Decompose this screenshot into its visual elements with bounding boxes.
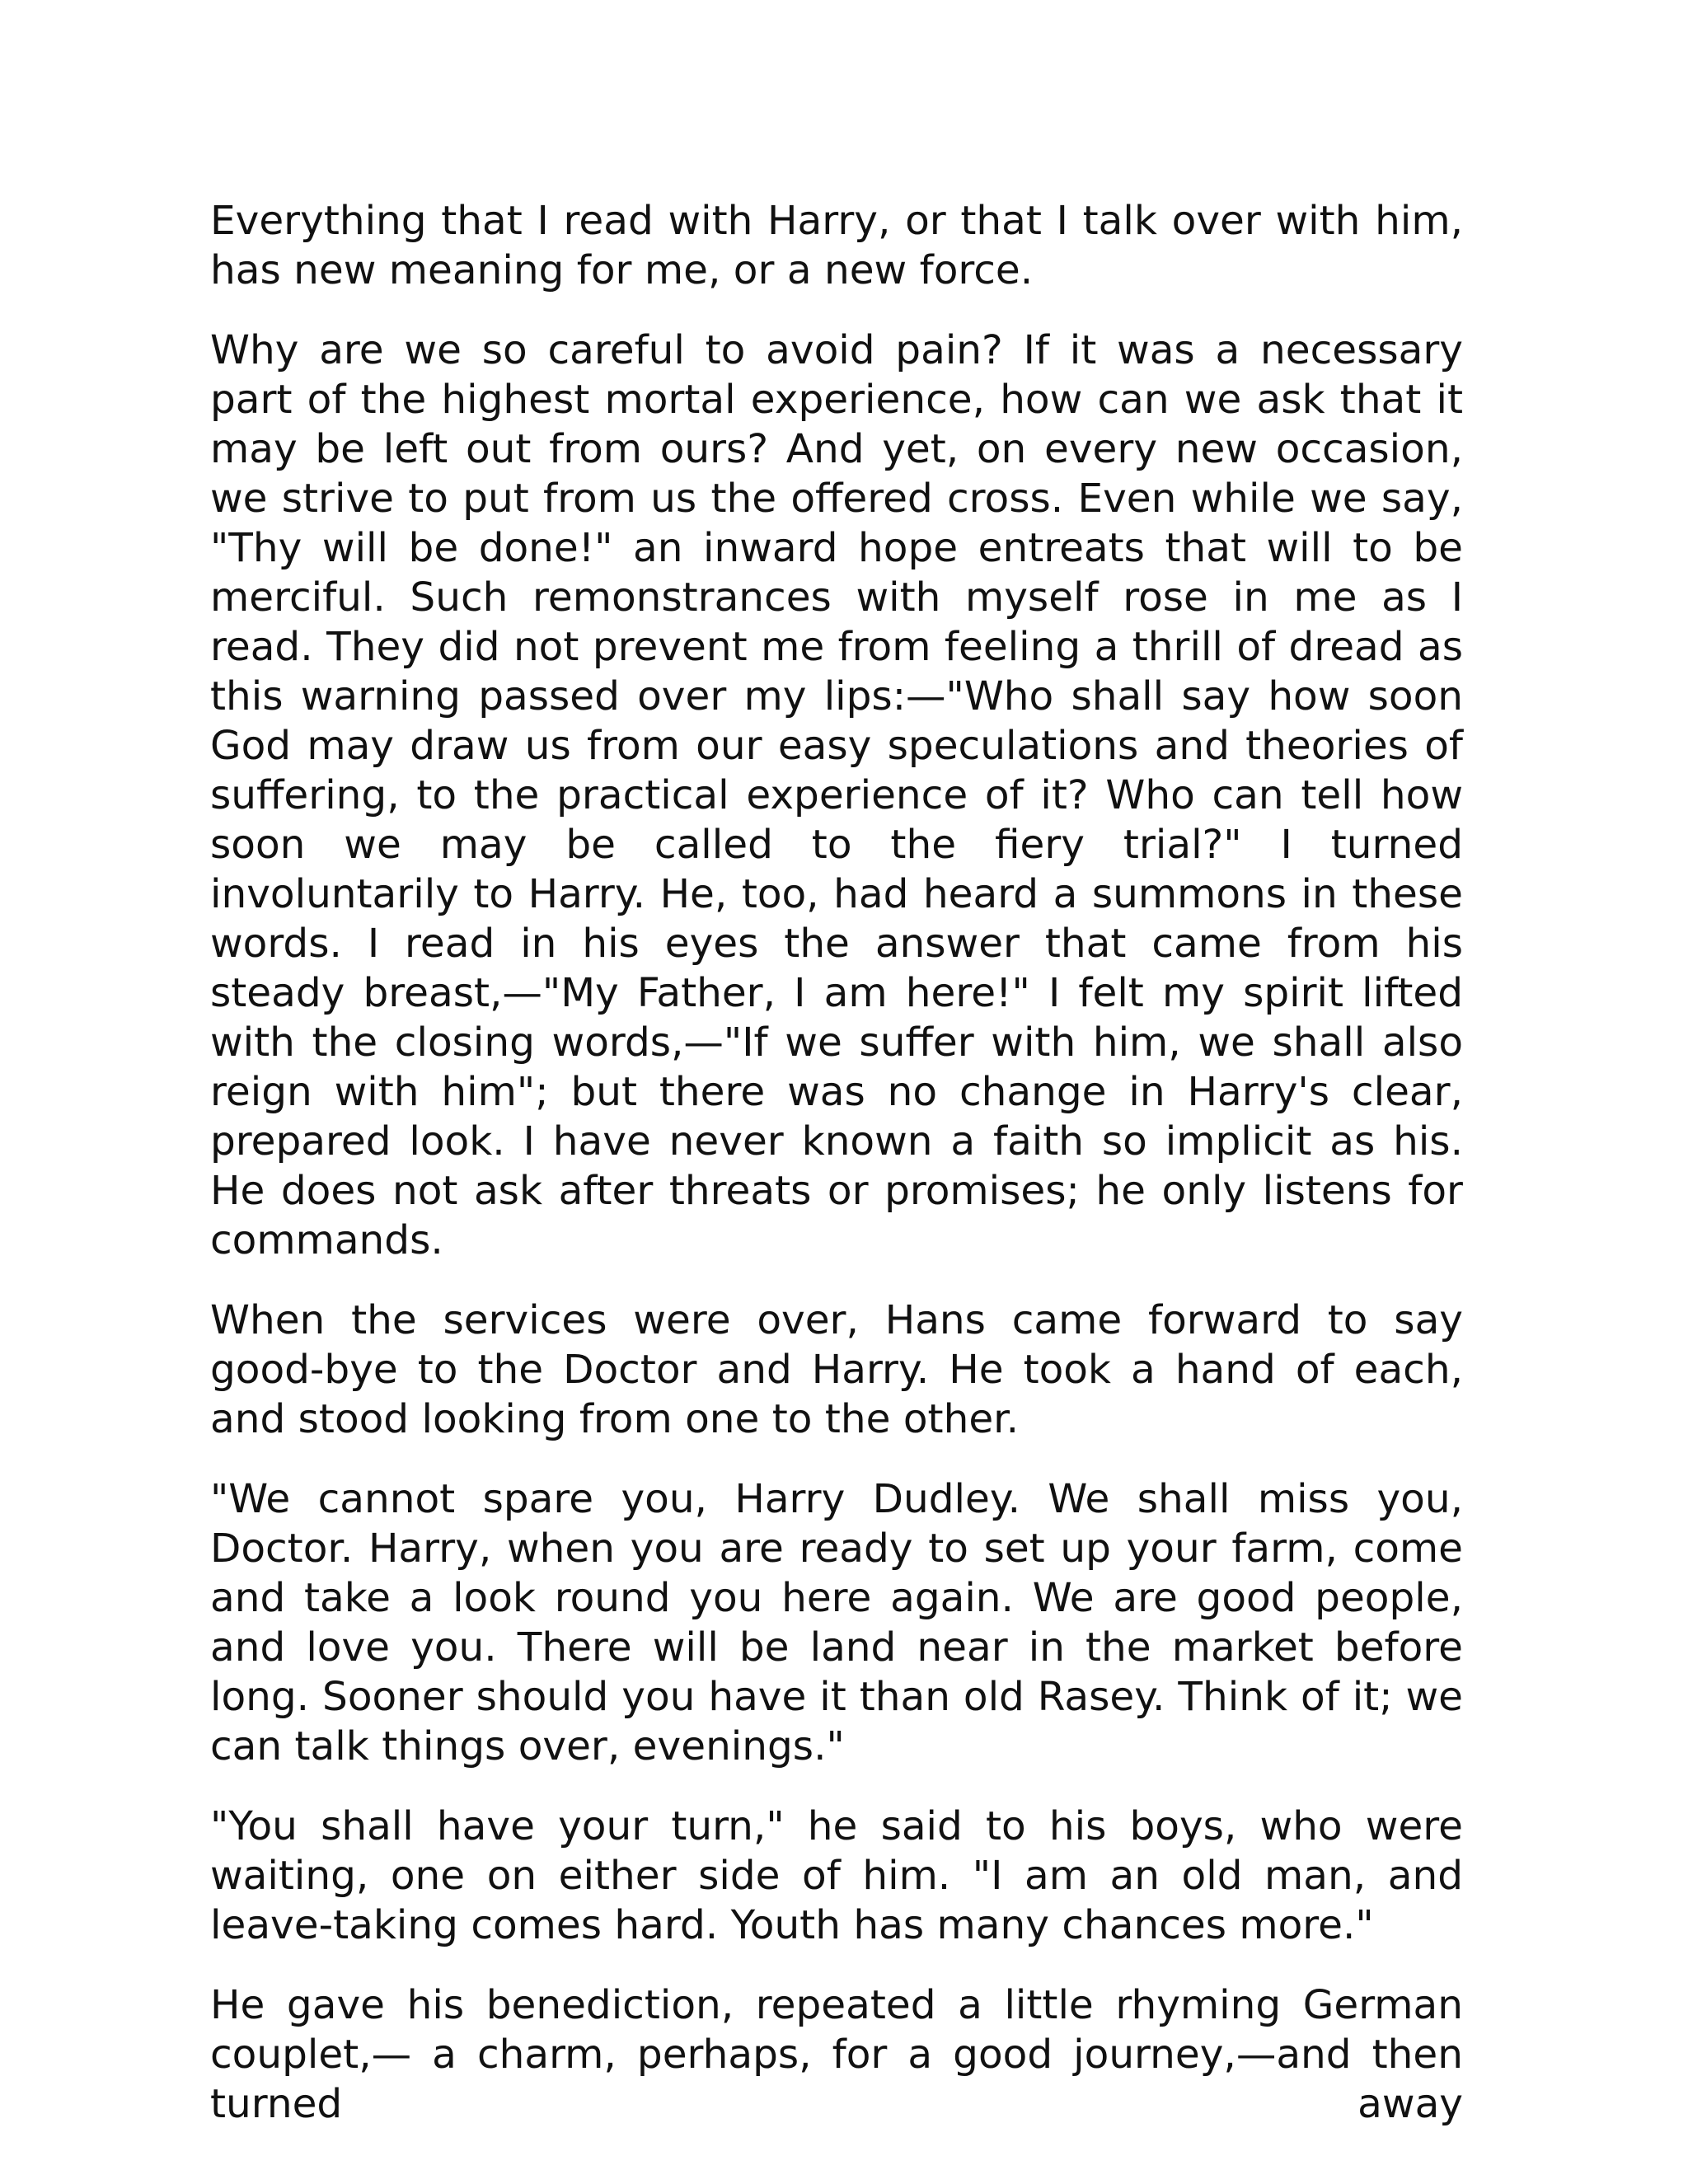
page-body-text	[210, 196, 1463, 2129]
paragraph: "We cannot spare you, Harry Dudley. We shall miss you, Doctor. Harry, when you are ready to set up your farm, come and take a look round you here again. We are good people, and love you. There will be land near in the market before long. Sooner should you have it than old Rasey. Think of it; we can talk things over, evenings."	[210, 1476, 1463, 1769]
paragraph: "You shall have your turn," he said to his boys, who were waiting, one on either side of him. "I am an old man, and leave-taking comes hard. Youth has many chances more."	[210, 1803, 1463, 1948]
paragraph: Everything that I read with Harry, or that I talk over with him, has new meaning for me, or a new force.	[210, 198, 1463, 293]
paragraph: Why are we so careful to avoid pain? If it was a necessary part of the highest mortal experience, how can we ask that it may be left out from ours? And yet, on every new occasion, we strive to put from us the offered cross. Even while we say, "Thy will be done!" an inward hope entreats that will to be merciful. Such remonstrances with myself rose in me as I read. They did not prevent me from feeling a thrill of dread as this warning passed over my lips:—"Who shall say how soon God may draw us from our easy speculations and theories of suffering, to the practical experience of it? Who can tell how soon we may be called to the fiery trial?" I turned involuntarily to Harry. He, too, had heard a summons in these words. I read in his eyes the answer that came from his steady breast,—"My Father, I am here!" I felt my spirit lifted with the closing words,—"If we suffer with him, we shall also reign with him"; but there was no change in Harry's clear, prepared look. I have never known a faith so implicit as his. He does not ask after threats or promises; he only listens for commands.	[210, 327, 1463, 1263]
paragraph: When the services were over, Hans came forward to say good-bye to the Doctor and Harry. He took a hand of each, and stood looking from one to the other.	[210, 1297, 1463, 1442]
paragraph: He gave his benediction, repeated a little rhyming German couplet,— a charm, perhaps, for a good journey,—and then turned away	[210, 1982, 1463, 2127]
